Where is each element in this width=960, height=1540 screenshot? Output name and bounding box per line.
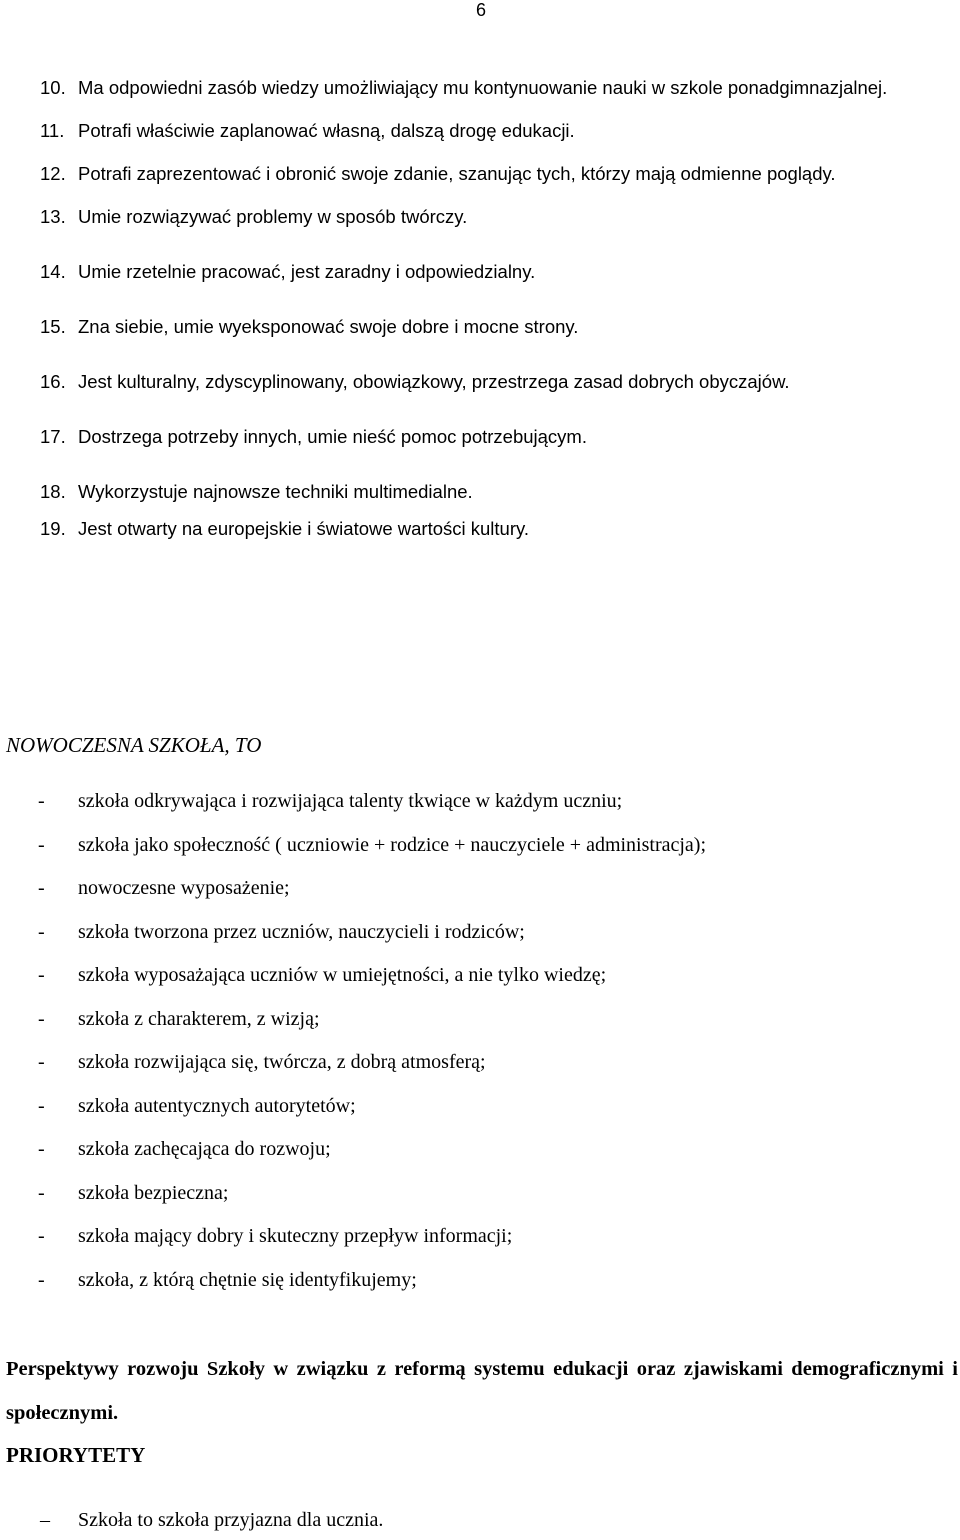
- dash-bullet: -: [38, 1094, 45, 1117]
- list-item-text: szkoła odkrywająca i rozwijająca talenty tkwiące w każdym uczniu;: [78, 790, 623, 812]
- list-item: [40, 152, 960, 195]
- list-item-number: 16.: [40, 371, 66, 392]
- list-item: [40, 250, 960, 293]
- list-item-text: szkoła rozwijająca się, twórcza, z dobrą atmosferą;: [78, 1051, 486, 1073]
- list-item-text: szkoła bezpieczna;: [78, 1181, 229, 1204]
- list-item-text: nowoczesne wyposażenie;: [78, 877, 290, 899]
- list-item: [38, 1041, 918, 1085]
- list-item-text: Dostrzega potrzeby innych, umie nieść pomoc potrzebującym.: [78, 426, 587, 447]
- list-item-text: Umie rozwiązywać problemy w sposób twórczy.: [78, 206, 468, 227]
- list-item-text: szkoła tworzona przez uczniów, nauczycieli i rodziców;: [78, 920, 525, 943]
- list-item: [40, 66, 960, 109]
- list-item-text: szkoła autentycznych autorytetów;: [78, 1094, 356, 1117]
- list-item: [38, 1085, 918, 1129]
- list-item-text: Jest otwarty na europejskie i światowe wartości kultury.: [78, 518, 530, 539]
- dash-bullet: -: [38, 1225, 45, 1247]
- list-item-text: szkoła, z którą chętnie się identyfikujemy;: [78, 1268, 417, 1291]
- list-item: [38, 1259, 918, 1303]
- list-item-text: Potrafi zaprezentować i obronić swoje zdanie, szanując tych, którzy mają odmienne poglądy.: [78, 163, 836, 184]
- numbered-list: [40, 66, 960, 550]
- list-item: [38, 867, 918, 911]
- perspectives-heading: Perspektywy rozwoju Szkoły w związku z reformą systemu edukacji oraz zjawiskami demograficznymi i społecznymi.: [6, 1358, 958, 1424]
- list-item: [40, 305, 960, 348]
- list-item-number: 11.: [40, 120, 65, 141]
- page-number: 6: [476, 0, 487, 20]
- list-item: [38, 1215, 918, 1259]
- section-heading: NOWOCZESNA SZKOŁA, TO: [6, 733, 262, 757]
- dash-bullet: -: [38, 1051, 45, 1073]
- list-item: [40, 415, 960, 458]
- list-item: [40, 195, 960, 238]
- list-item: [38, 954, 918, 998]
- list-item-text: szkoła z charakterem, z wizją;: [78, 1007, 320, 1030]
- dash-bullet: –: [40, 1509, 50, 1531]
- list-item: [40, 360, 960, 403]
- list-item-number: 17.: [40, 426, 66, 447]
- dash-list: [38, 780, 918, 1302]
- dash-bullet: -: [38, 1007, 45, 1030]
- list-item: [38, 1128, 918, 1172]
- dash-bullet: -: [38, 1268, 45, 1291]
- list-item-number: 19.: [40, 518, 66, 539]
- list-item: [38, 780, 918, 824]
- dash-bullet: -: [38, 1138, 45, 1160]
- dash-bullet: -: [38, 833, 45, 856]
- list-item-text: szkoła wyposażająca uczniów w umiejętności, a nie tylko wiedzę;: [78, 964, 607, 986]
- dash-bullet: -: [38, 1181, 45, 1204]
- list-item-text: Jest kulturalny, zdyscyplinowany, obowiązkowy, przestrzega zasad dobrych obyczajów.: [78, 371, 790, 392]
- list-item-text: szkoła zachęcająca do rozwoju;: [78, 1138, 331, 1160]
- list-item-text: szkoła jako społeczność ( uczniowie + rodzice + nauczyciele + administracja);: [78, 833, 707, 856]
- list-item: [40, 1500, 383, 1540]
- list-item: [38, 1172, 918, 1216]
- list-item-text: Zna siebie, umie wyeksponować swoje dobre i mocne strony.: [78, 316, 579, 337]
- list-item-number: 10.: [40, 77, 66, 98]
- list-item-number: 14.: [40, 261, 66, 282]
- list-item-text: szkoła mający dobry i skuteczny przepływ informacji;: [78, 1225, 513, 1247]
- list-item-text: Wykorzystuje najnowsze techniki multimedialne.: [78, 481, 473, 502]
- list-item-text: Umie rzetelnie pracować, jest zaradny i odpowiedzialny.: [78, 261, 536, 282]
- dash-bullet: -: [38, 920, 45, 943]
- list-item: [38, 911, 918, 955]
- list-item: [38, 998, 918, 1042]
- list-item-text: Ma odpowiedni zasób wiedzy umożliwiający mu kontynuowanie nauki w szkole ponadgimnazjalnej.: [78, 77, 888, 98]
- list-item: [40, 507, 960, 550]
- list-item-number: 18.: [40, 481, 66, 502]
- dash-bullet: -: [38, 790, 45, 812]
- dash-bullet: -: [38, 877, 45, 899]
- list-item-text: Szkoła to szkoła przyjazna dla ucznia.: [78, 1509, 384, 1531]
- list-item-number: 12.: [40, 163, 66, 184]
- dash-bullet: -: [38, 964, 45, 986]
- list-item: [38, 824, 918, 868]
- list-item-number: 13.: [40, 206, 66, 227]
- list-item: [40, 109, 960, 152]
- list-item-text: Potrafi właściwie zaplanować własną, dalszą drogę edukacji.: [78, 120, 575, 141]
- list-item-number: 15.: [40, 316, 66, 337]
- priorities-heading: PRIORYTETY: [6, 1443, 146, 1467]
